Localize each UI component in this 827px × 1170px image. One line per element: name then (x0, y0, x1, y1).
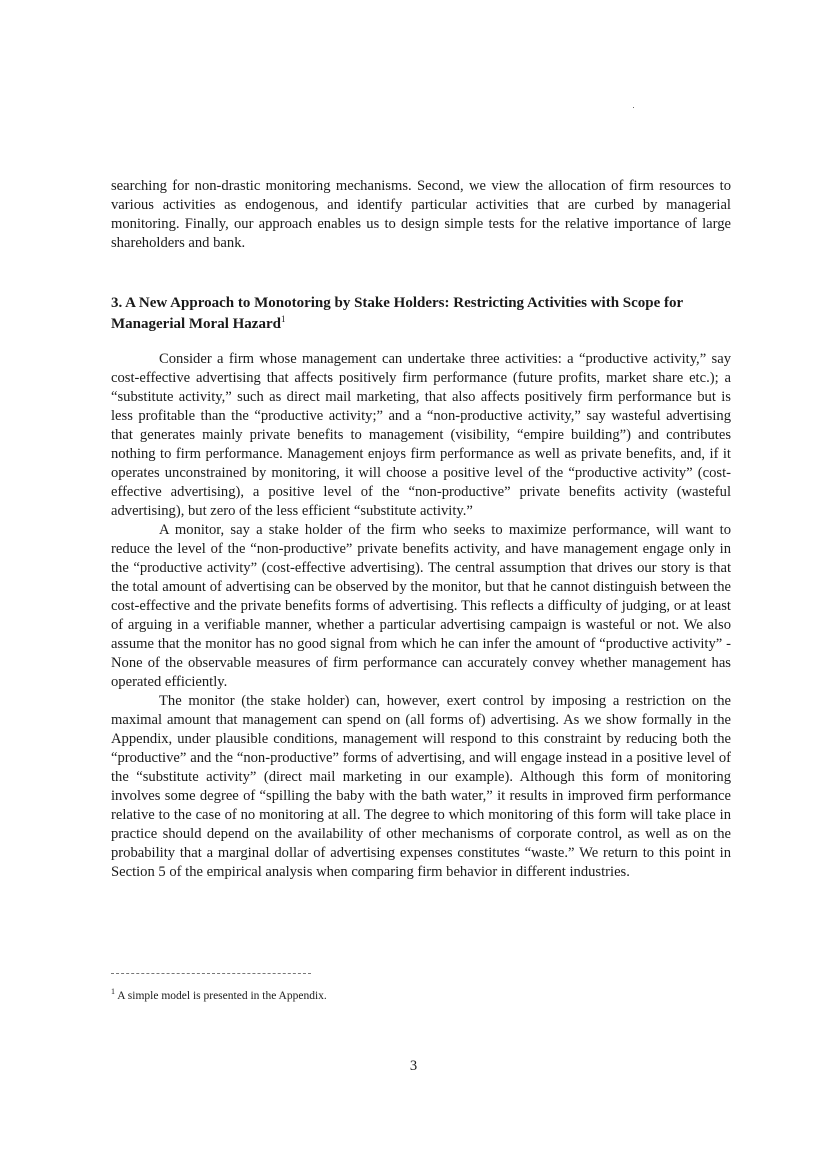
footnote (111, 988, 611, 1004)
section-heading (111, 293, 711, 335)
footnote-marker: 1 (111, 987, 115, 997)
scan-speck (633, 107, 634, 108)
section-heading-text: 3. A New Approach to Monotoring by Stake Holders: Restricting Activities with Scope for Managerial Moral Hazard (111, 295, 683, 332)
footnote-text: A simple model is presented in the Appendix. (117, 990, 327, 1002)
intro-paragraph: searching for non-drastic monitoring mechanisms. Second, we view the allocation of firm resources to various activities as endogenous, and identify particular activities that are curbed by managerial monitoring. Finally, our approach enables us to design simple tests for the relative importance of large shareholders and bank. (111, 178, 731, 251)
body-paragraph-3: The monitor (the stake holder) can, however, exert control by imposing a restriction on the maximal amount that management can spend on (all forms of) advertising. As we show formally in the Appendix, under plausible conditions, management will respond to this constraint by reducing both the “productive” and the “non-productive” forms of advertising, and will engage instead in a positive level of the “substitute activity” (direct mail marketing in our example). Although this form of monitoring involves some degree of “spilling the baby with the bath water,” it results in improved firm performance relative to the case of no monitoring at all. The degree to which monitoring of this form will take place in practice should depend on the availability of other mechanisms of corporate control, as well as on the probability that a marginal dollar of advertising expenses constitutes “waste.” We return to this point in Section 5 of the empirical analysis when comparing firm behavior in different industries. (111, 693, 731, 880)
section-body (111, 350, 731, 882)
body-paragraph-1: Consider a firm whose management can undertake three activities: a “productive activity,” say cost-effective advertising that affects positively firm performance (future profits, market share etc.); a “substitute activity,” such as direct mail marketing, that also affects positively firm performance but is less profitable than the “productive activity;” and a “non-productive activity,” say wasteful advertising that generates mainly private benefits to management (visibility, “empire building”) and contributes nothing to firm performance. Management enjoys firm performance as well as private benefits, and, if it operates unconstrained by monitoring, it will choose a positive level of the “productive activity” (cost-effective advertising), a positive level of the “non-productive” private benefits activity (wasteful advertising), but zero of the less efficient “substitute activity.” (111, 351, 731, 519)
body-paragraph-2: A monitor, say a stake holder of the firm who seeks to maximize performance, will want to reduce the level of the “non-productive” private benefits activity, and have management engage only in the “productive activity” (cost-effective advertising). The central assumption that drives our story is that the total amount of advertising can be observed by the monitor, but that he cannot distinguish between the cost-effective and the private benefits forms of advertising. This reflects a difficulty of judging, or at least of arguing in a verifiable manner, whether a particular advertising campaign is wasteful or not. We also assume that the monitor has no good signal from which he can infer the amount of “productive activity” - None of the observable measures of firm performance can accurately convey whether management has operated efficiently. (111, 522, 731, 690)
section-footnote-marker: 1 (280, 314, 286, 324)
footnote-divider (111, 973, 311, 974)
page-number: 3 (409, 1058, 418, 1074)
